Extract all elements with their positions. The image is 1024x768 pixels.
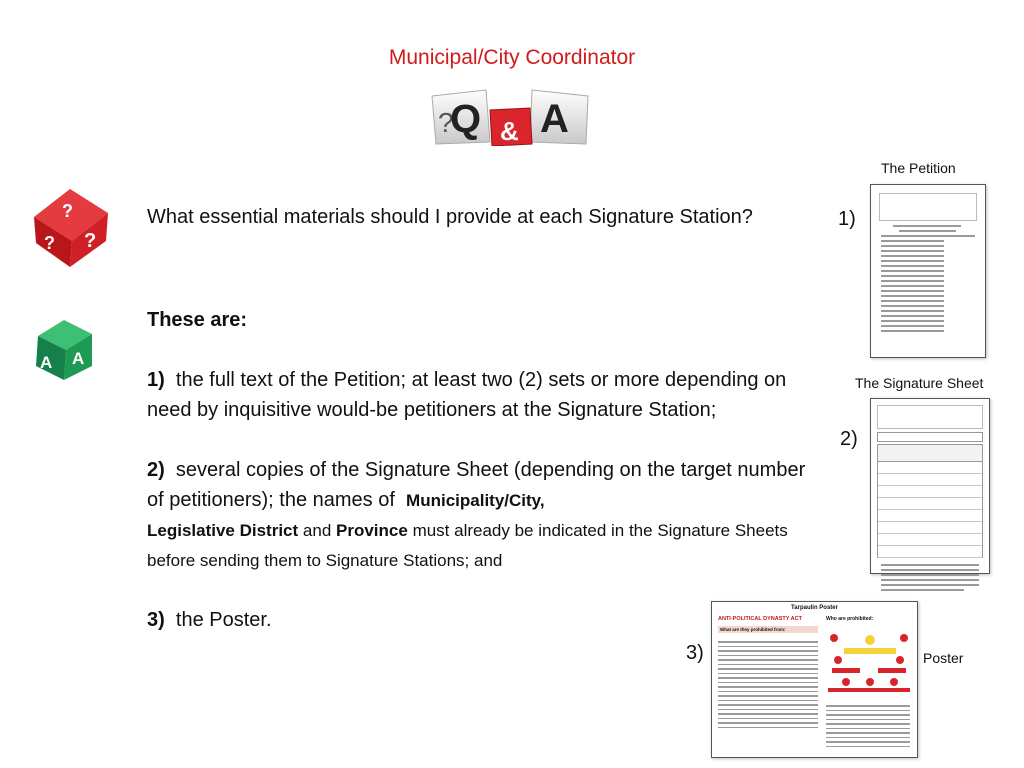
poster-number: 3) [686, 642, 704, 664]
svg-text:?: ? [62, 201, 73, 221]
answer-intro: These are: [147, 309, 248, 331]
green-answer-die-icon [30, 314, 100, 384]
svg-text:?: ? [44, 233, 55, 253]
poster-thumbnail: Tarpaulin Poster ANTI-POLITICAL DYNASTY ACT What are they prohibited from: Who are prohibited: [711, 601, 918, 758]
page-title: Municipal/City Coordinator [388, 46, 636, 69]
answer-item-2: 2) several copies of the Signature Sheet (depending on the target number of petitioners); the names of Municipality/City, Legislative District and Province must already be indicated in the Signature Sheets before sending them to Signature Stations; and [147, 459, 806, 570]
signature-sheet-thumbnail [870, 398, 990, 574]
sheet-number: 2) [840, 428, 858, 450]
svg-text:A: A [40, 353, 53, 372]
sheet-caption: The Signature Sheet [855, 375, 984, 391]
logo-a: A [540, 97, 569, 141]
svg-text:?: ? [438, 107, 454, 138]
question-text: What essential materials should I provide at each Signature Station? [147, 206, 753, 228]
svg-text:A: A [72, 349, 85, 368]
petition-number: 1) [838, 208, 856, 230]
petition-thumbnail [870, 184, 986, 358]
answer-item-3: 3) the Poster. [147, 609, 272, 631]
logo-q: Q [450, 97, 482, 141]
answer-item-1: 1) the full text of the Petition; at least two (2) sets or more depending on need by inquisitive would-be petitioners at the Signature Station; [147, 369, 787, 421]
petition-caption: The Petition [881, 160, 956, 176]
qa-dice-logo [428, 84, 594, 146]
poster-caption: Poster [923, 650, 964, 666]
svg-text:?: ? [84, 230, 97, 252]
answer-body [147, 305, 807, 635]
logo-amp: & [500, 116, 519, 146]
red-question-die-icon [24, 183, 116, 269]
